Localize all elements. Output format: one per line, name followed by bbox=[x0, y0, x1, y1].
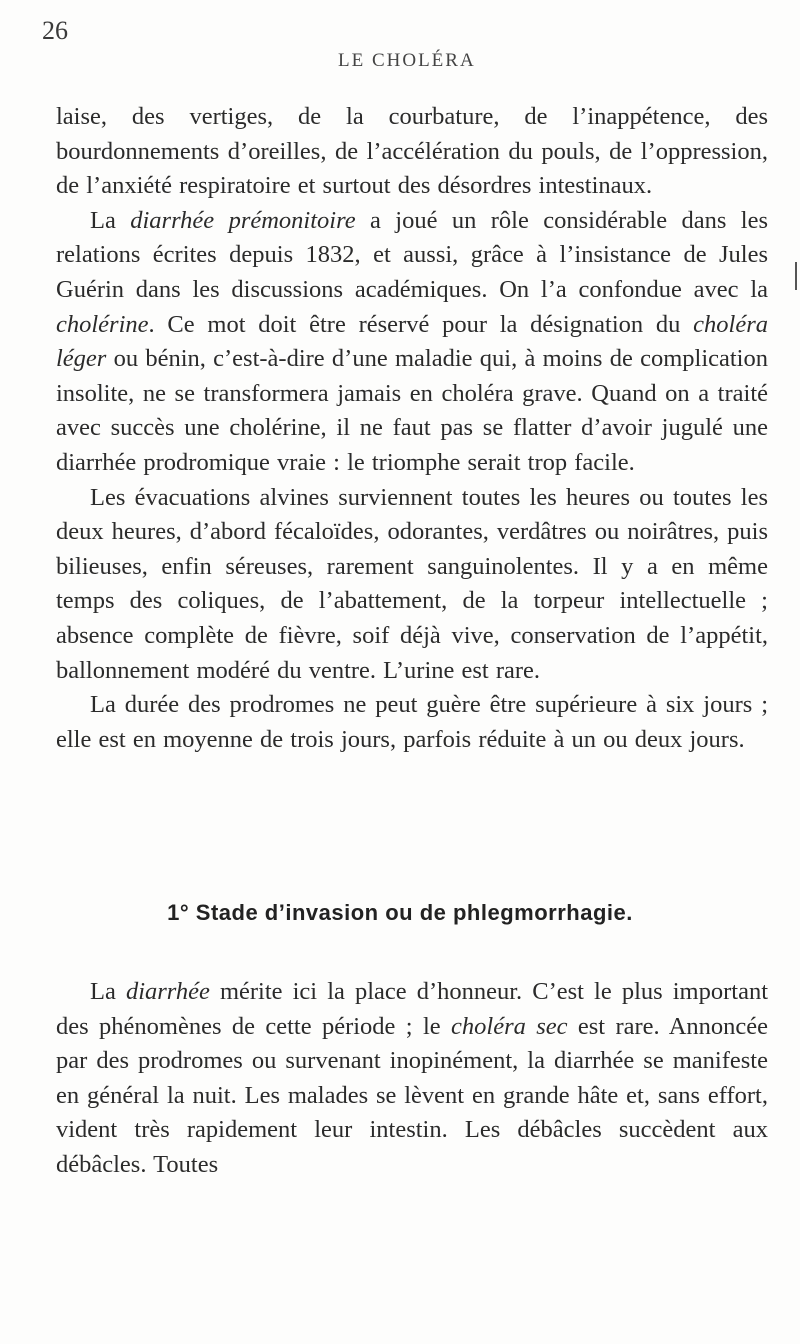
text-run: . Ce mot doit être réservé pour la désignation du bbox=[148, 310, 694, 338]
paragraph-diarrhee-premonitoire bbox=[56, 204, 768, 481]
paragraph-evacuations: Les évacuations alvines surviennent toutes les heures ou toutes les deux heures, d’abord fécaloïdes, odorantes, verdâtres ou noirâtres, puis bilieuses, enfin séreuses, rarement sanguinolentes. Il y a en même temps des coliques, de l’abattement, de la torpeur intellectuelle ; absence complète de fièvre, soif déjà vive, conservation de l’appétit, ballonnement modéré du ventre. L’urine est rare. bbox=[56, 483, 768, 684]
italic-term: diarrhée prémonitoire bbox=[130, 206, 356, 234]
text-run: La bbox=[90, 978, 126, 1005]
italic-term: diarrhée bbox=[125, 978, 210, 1005]
page-edge-mark bbox=[795, 262, 797, 290]
text-run: mérite ici la place d’honneur. C’est le plus important des phénomènes de cette période ; le bbox=[56, 978, 769, 1040]
section-heading: 1° Stade d’invasion ou de phlegmorrhagie. bbox=[167, 900, 633, 925]
italic-term: choléra sec bbox=[451, 1012, 568, 1040]
text-run: a joué un rôle considérable dans les relations écrites depuis 1832, et aussi, grâce à l’insistance de Jules Guérin dans les discussions académiques. On l’a confondue avec la bbox=[56, 206, 768, 303]
italic-term: cholérine bbox=[56, 310, 149, 338]
page-number: 26 bbox=[42, 16, 68, 45]
italic-term: choléra léger bbox=[56, 310, 768, 373]
paragraph-invasion bbox=[56, 975, 768, 1183]
text-run: ou bénin, c’est-à-dire d’une maladie qui, à moins de complication insolite, ne se transformera jamais en choléra grave. Quand on a traité avec succès une cholérine, il ne faut pas se flatter d’avoir jugulé une diarrhée prodromique vraie : le triomphe serait trop facile. bbox=[56, 345, 768, 476]
paragraph-duree: La durée des prodromes ne peut guère être supérieure à six jours ; elle est en moyenne de trois jours, parfois réduite à un ou deux jours. bbox=[56, 691, 768, 753]
text-block-top bbox=[56, 100, 768, 757]
paragraph-continued: laise, des vertiges, de la courbature, de l’inappétence, des bourdonnements d’oreilles, de l’accélération du pouls, de l’oppression, de l’anxiété respiratoire et surtout des désordres intestinaux. bbox=[56, 103, 768, 200]
text-run: La bbox=[90, 206, 131, 234]
text-run: est rare. Annoncée par des prodromes ou survenant inopinément, la diarrhée se manifeste en général la nuit. Les malades se lèvent en grande hâte et, sans effort, vident très rapidement leur intestin. Les débâcles succèdent aux débâcles. Toutes bbox=[56, 1012, 769, 1178]
running-head: LE CHOLÉRA bbox=[338, 50, 476, 71]
text-block-bottom bbox=[56, 975, 768, 1183]
